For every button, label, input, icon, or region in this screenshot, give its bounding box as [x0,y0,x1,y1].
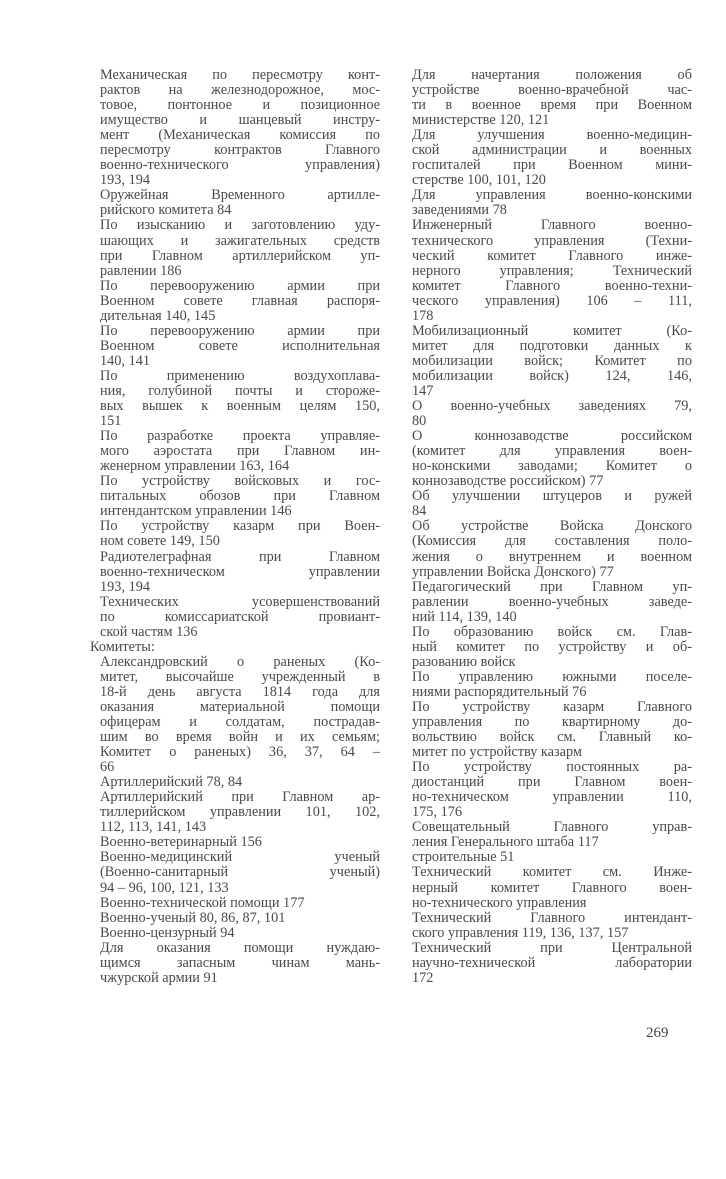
index-entry-line: научно-технической лаборатории [412,954,692,971]
index-entry-line: ном совете 149, 150 [100,533,220,550]
index-entry-line: По устройству казарм Главного [412,698,692,715]
index-entry-line: мобилизации войск; Комитет по [412,352,692,369]
index-entry-line: интендантском управлении 146 [100,503,292,520]
index-entry-line: дительная 140, 145 [100,307,216,324]
index-entry [412,700,692,760]
index-entry-line: Механическая по пересмотру конт- [100,67,380,83]
index-entry-line: Военно-цензурный 94 [100,924,235,941]
index-entry-line: 193, 194 [100,578,151,595]
index-entry-line: рийского комитета 84 [100,202,232,219]
index-entry-line: митет, высочайше учрежденный в [100,668,380,685]
index-entry-line: Радиотелеграфная при Главном [100,548,380,565]
index-entry-line: устройстве военно-врачебной час- [412,82,692,99]
index-entry-line: По изысканию и заготовлению уду- [100,217,380,234]
index-entry-line: товое, понтонное и позиционное [100,97,380,114]
index-column-left [90,67,380,986]
index-entry [100,279,380,324]
index-entry-line: ческого управления) 106 – 111, [412,292,692,309]
index-entry-line: митет для подготовки данных к [412,337,692,354]
index-entry-line: По управлению южными поселе- [412,668,692,685]
index-entry [412,188,692,218]
index-entry-line: диостанций при Главном воен- [412,774,692,791]
index-entry-line: Технический Главного интендант- [412,909,692,926]
index-entry [100,369,380,429]
index-entry-line: О военно-учебных заведениях 79, [412,398,692,415]
index-entry-line: но-технического управления [412,894,587,911]
index-entry-line: Для улучшения военно-медицин- [412,127,692,144]
index-entry [412,128,692,188]
index-entry-line: ния, голубиной почты и стороже- [100,382,380,399]
index-entry-line: жения о внутреннем и военном [412,548,692,565]
index-entry-line: 193, 194 [100,172,151,189]
index-entry-line: 94 – 96, 100, 121, 133 [100,879,229,896]
index-entry [100,896,380,911]
index-entry-line: нерный комитет Главного воен- [412,879,692,896]
index-entry-line: (комитет для управления воен- [412,443,692,460]
index-entry-line: 147 [412,382,434,399]
index-entry-line: 151 [100,413,122,430]
index-entry-line: госпиталей при Военном мини- [412,157,692,174]
index-entry [100,790,380,835]
index-entry-line: По применению воздухоплава- [100,367,380,384]
index-entry-line: чжурской армии 91 [100,969,218,986]
index-entry-line: при Главном артиллерийском уп- [100,247,380,264]
index-entry-line: 175, 176 [412,804,463,821]
index-entry-line: 140, 141 [100,352,151,369]
index-entry-line: заведениями 78 [412,202,507,219]
index-entry [100,926,380,941]
index-entry-line: оказания материальной помощи [100,698,380,715]
index-entry-line: Военно-ученый 80, 86, 87, 101 [100,909,286,926]
index-entry-line: Совещательный Главного управ- [412,819,692,836]
index-entry [100,474,380,519]
index-entry [412,519,692,579]
index-entry [100,68,380,188]
index-entry [412,218,692,323]
index-entry-line: 84 [412,503,427,520]
index-entry-line: 80 [412,413,427,430]
index-entry-line: равлении 186 [100,262,182,279]
index-entry-line: ской администрации и военных [412,142,692,159]
index-entry-line: Военно-технической помощи 177 [100,894,305,911]
index-entry-line: Военно-ветеринарный 156 [100,834,262,851]
index-entry-line: 112, 113, 141, 143 [100,819,207,836]
index-entry-line: 178 [412,307,434,324]
index-entry-line: комитет Главного военно-техни- [412,277,692,294]
index-entry-line: 18-й день августа 1814 года для [100,683,380,700]
index-entry-line: Артиллерийский при Главном ар- [100,789,380,806]
index-entry-line: Военно-медицинский ученый [100,849,380,866]
index-entry-line: пересмотру контрактов Главного [100,142,380,159]
index-entry [100,218,380,278]
index-entry-line: Александровский о раненых (Ко- [100,653,380,670]
index-entry-line: ской частям 136 [100,623,198,640]
index-entry-line: министерстве 120, 121 [412,112,550,129]
index-entry [100,835,380,850]
index-entry-line: Для оказания помощи нуждаю- [100,939,380,956]
index-entry-line: вольствию войск см. Главный ко- [412,729,692,746]
index-entry [412,429,692,489]
index-entry-line: стерстве 100, 101, 120 [412,172,546,189]
index-entry-line: Технических усовершенствований [100,593,380,610]
index-entry-line: Технический при Центральной [412,939,692,956]
index-entry-line: Комитет о раненых) 36, 37, 64 – [100,744,380,761]
index-entry [100,324,380,369]
index-entry [412,399,692,429]
index-entry [100,941,380,986]
index-entry-line: шающих и зажигательных средств [100,232,380,249]
index-entry-line: мент (Механическая комиссия по [100,127,380,144]
index-entry [100,188,380,218]
index-entry-line: строительные 51 [412,849,515,866]
index-entry-line: рактов на железнодорожное, мос- [100,82,380,99]
index-entry-line: Оружейная Временного артилле- [100,187,380,204]
index-entry-line: управления по квартирному до- [412,714,692,731]
index-entry-line: военно-техническом управлении [100,563,380,580]
index-entry-line: Для управления военно-конскими [412,187,692,204]
index-entry-line: шим во время войн и их семьям; [100,729,380,746]
index-entry-line: (Военно-санитарный ученый) [100,864,380,881]
index-entry-line: По устройству постоянных ра- [412,759,692,776]
index-entry-line: военно-технического управления) [100,157,380,174]
index-entry-line: Военном совете главная распоря- [100,292,380,309]
index-entry [100,595,380,640]
index-entry [412,865,692,910]
index-entry-line: Комитеты: [90,638,155,655]
index-entry-line: Технический комитет см. Инже- [412,864,692,881]
index-entry [412,941,692,986]
index-entry-line: Об устройстве Войска Донского [412,518,692,535]
index-entry [100,850,380,895]
page-number: 269 [646,1025,669,1041]
index-entry-line: ный комитет по устройству и об- [412,638,692,655]
index-entry-line: 66 [100,759,115,776]
index-entry [412,670,692,700]
index-entry-line: тиллерийском управлении 101, 102, [100,804,380,821]
index-entry-line: имущество и шанцевый инстру- [100,112,380,129]
index-entry-line: По устройству казарм при Воен- [100,518,380,535]
index-entry-line: мобилизации войск) 124, 146, [412,367,692,384]
index-entry [412,580,692,625]
index-entry-line: Мобилизационный комитет (Ко- [412,322,692,339]
index-entry-line: 172 [412,969,434,986]
index-entry-line: коннозаводстве российском) 77 [412,473,604,490]
index-entry-line: вых вышек к военным целям 150, [100,398,380,415]
index-entry [100,429,380,474]
index-entry-line: О коннозаводстве российском [412,428,692,445]
index-entry-line: Инженерный Главного военно- [412,217,692,234]
index-entry-line: Об улучшении штуцеров и ружей [412,488,692,505]
index-entry-line: равлении военно-учебных заведе- [412,593,692,610]
index-entry-line: ний 114, 139, 140 [412,608,517,625]
index-entry [100,519,380,549]
index-entry [100,775,380,790]
index-entry [100,655,380,775]
index-entry-line: Военном совете исполнительная [100,337,380,354]
index-entry-line: митет по устройству казарм [412,744,582,761]
index-entry [100,911,380,926]
index-entry [412,625,692,670]
index-entry [412,324,692,399]
index-entry-line: женерном управлении 163, 164 [100,458,290,475]
index-entry-line: По образованию войск см. Глав- [412,623,692,640]
index-entry-line: ления Генерального штаба 117 [412,834,599,851]
index-entry-line: нерного управления; Технический [412,262,692,279]
index-entry-line: ти в военное время при Военном [412,97,692,114]
index-entry-line: По перевооружению армии при [100,322,380,339]
index-entry-line: (Комиссия для составления поло- [412,533,692,550]
index-entry [412,850,692,865]
index-entry-line: Артиллерийский 78, 84 [100,774,243,791]
index-entry [412,760,692,820]
index-entry-line: ниями распорядительный 76 [412,683,587,700]
index-entry-line: Для начертания положения об [412,67,692,83]
index-entry-line: ческий комитет Главного инже- [412,247,692,264]
index-entry-line: по комиссариатской провиант- [100,608,380,625]
index-entry [412,911,692,941]
index-entry-line: щимся запасным чинам мань- [100,954,380,971]
index-entry-line: Педагогический при Главном уп- [412,578,692,595]
index-entry-line: управлении Войска Донского) 77 [412,563,614,580]
index-entry-line: мого аэростата при Главном ин- [100,443,380,460]
index-entry-line: офицерам и солдатам, пострадав- [100,714,380,731]
index-entry-line: ского управления 119, 136, 137, 157 [412,924,629,941]
index-entry-line: разованию войск [412,653,516,670]
index-entry [412,489,692,519]
index-column-right [412,68,692,986]
index-entry-line: питальных обозов при Главном [100,488,380,505]
index-entry-line: но-техническом управлении 110, [412,789,692,806]
index-entry-line: но-конскими заводами; Комитет о [412,458,692,475]
index-entry [412,820,692,850]
index-entry-line: По устройству войсковых и гос- [100,473,380,490]
index-entry-line: технического управления (Техни- [412,232,692,249]
index-entry-line: По разработке проекта управляе- [100,428,380,445]
index-entry [412,68,692,128]
index-section-heading [90,638,380,655]
index-entry-line: По перевооружению армии при [100,277,380,294]
index-entry [100,550,380,595]
